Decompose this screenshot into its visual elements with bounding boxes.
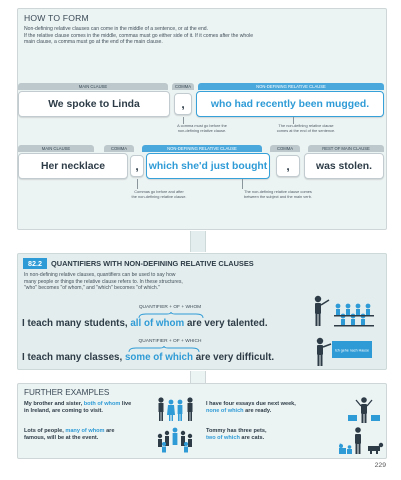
example-2: I have four essays due next week, none of which are ready. [206,401,296,415]
header-comma: COMMA [172,83,194,90]
comma-piece: , [130,155,144,177]
student-with-essays-illustration [346,396,382,424]
intro-paragraph [24,272,183,292]
family-illustration [156,396,196,422]
header-comma: COMMA [104,145,134,152]
intro-line: Non-defining relative clauses can come in the middle of a sentence, or at the end. [24,26,209,32]
section-title: QUANTIFIERS WITH NON-DEFINING RELATIVE CLAUSES [51,259,254,268]
pets-illustration [336,426,384,456]
relative-clause-note: The non-defining relative clause comes at the end of the sentence. [276,123,336,133]
example-sentence: I teach many classes, some of which are very difficult. [22,352,275,363]
section-number-badge: 82.2 [23,258,47,269]
intro-line: In non-defining relative clauses, quantifiers can be used to say how [24,272,176,278]
formula-label: QUANTIFIER + OF + WHOM [138,305,202,310]
formula-label: QUANTIFIER + OF + WHICH [138,339,202,344]
page-number: 229 [374,462,386,469]
comma-piece: , [276,155,300,177]
section-title: FURTHER EXAMPLES [24,388,110,397]
example-3: Lots of people, many of whom are famous, will be at the event. [24,428,115,442]
further-examples-panel [17,383,387,459]
header-relative-clause: NON-DEFINING RELATIVE CLAUSE [142,145,262,152]
relative-clause-piece: who had recently been mugged. [196,91,384,117]
crowd-illustration [156,424,196,454]
quantifiers-panel [17,253,387,370]
intro-line: If the relative clause comes in the middle, commas must go either side of it. If it comes after the whole [24,32,254,39]
relative-clause-note: The non-defining relative clause comes between the subject and the main verb. [244,189,312,199]
panel-connector [190,231,206,252]
header-comma: COMMA [270,145,300,152]
intro-line: "who" becomes "of whom," and "which" becomes "of which." [24,285,160,292]
teacher-board-illustration [314,336,376,368]
main-clause-piece: We spoke to Linda [18,91,170,117]
comma-note: A comma must go before the non-defining relative clause. [177,123,227,133]
section-title: HOW TO FORM [24,13,89,23]
teacher-students-illustration [312,294,380,330]
panel-connector [190,371,206,383]
relative-clause-piece: which she'd just bought [146,153,270,179]
comma-piece: , [174,93,192,115]
board-text: Ich gehe nach Hause [335,348,369,353]
header-main-clause: MAIN CLAUSE [18,145,94,152]
example-1: My brother and sister, both of whom live in Ireland, are coming to visit. [24,401,132,415]
header-rest-of-main-clause: REST OF MAIN CLAUSE [308,145,384,152]
how-to-form-panel [17,8,387,230]
note-pointer [137,179,138,189]
commas-note: Commas go before and after the non-defining relative clause. [131,189,187,199]
example-sentence: I teach many students, all of whom are very talented. [22,318,268,329]
intro-line: many people or things the relative clause refers to. In these structures, [24,278,183,285]
main-clause-piece: Her necklace [18,153,128,179]
header-relative-clause: NON-DEFINING RELATIVE CLAUSE [198,83,384,90]
intro-paragraph [24,26,253,46]
note-pointer [242,179,243,189]
header-main-clause: MAIN CLAUSE [18,83,168,90]
intro-line: main clause, a comma must go at the end of the main clause. [24,39,163,46]
example-4: Tommy has three pets, two of which are cats. [206,428,267,442]
rest-of-main-clause-piece: was stolen. [304,153,384,179]
